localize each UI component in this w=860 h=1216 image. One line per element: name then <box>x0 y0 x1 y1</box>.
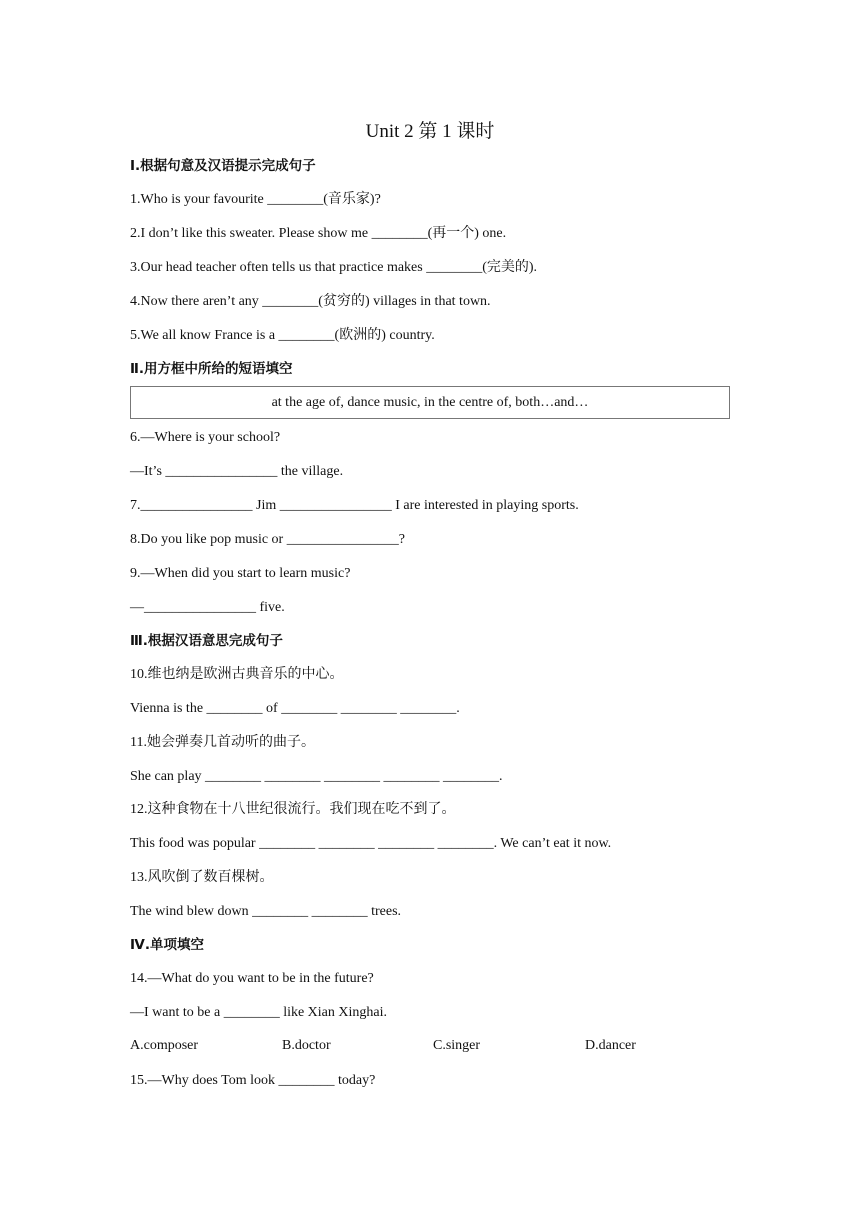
question-13-chinese: 13.风吹倒了数百棵树。 <box>130 870 274 885</box>
question-10-english: Vienna is the ________ of ________ ________ ________. <box>130 701 460 716</box>
question-7: 7.________________ Jim ________________ I are interested in playing sports. <box>130 498 579 513</box>
question-8: 8.Do you like pop music or ________________? <box>130 532 405 547</box>
question-9-prompt: 9.—When did you start to learn music? <box>130 566 351 581</box>
question-13-english: The wind blew down ________ ________ trees. <box>130 904 402 919</box>
question-14-option-c: C.singer <box>433 1038 481 1053</box>
page-title: Unit 2 第 1 课时 <box>365 121 495 142</box>
section-heading-1: Ⅰ.根据句意及汉语提示完成句子 <box>130 158 316 174</box>
phrase-box: at the age of, dance music, in the centre of, both…and… <box>130 386 730 419</box>
question-11-english: She can play ________ ________ ________ ________ ________. <box>130 769 503 784</box>
question-15-prompt: 15.—Why does Tom look ________ today? <box>130 1073 376 1088</box>
question-4: 4.Now there aren’t any ________(贫穷的) villages in that town. <box>130 294 491 309</box>
question-12-english: This food was popular ________ ________ ________ ________. We can’t eat it now. <box>130 836 612 851</box>
section-heading-3: Ⅲ.根据汉语意思完成句子 <box>130 633 283 649</box>
question-6-prompt: 6.—Where is your school? <box>130 430 281 445</box>
question-11-chinese: 11.她会弹奏几首动听的曲子。 <box>130 735 315 750</box>
question-14-prompt: 14.—What do you want to be in the future? <box>130 971 374 986</box>
question-12-chinese: 12.这种食物在十八世纪很流行。我们现在吃不到了。 <box>130 802 456 817</box>
question-14-option-d: D.dancer <box>585 1038 636 1053</box>
question-2: 2.I don’t like this sweater. Please show me ________(再一个) one. <box>130 226 507 241</box>
question-1: 1.Who is your favourite ________(音乐家)? <box>130 192 381 207</box>
question-3: 3.Our head teacher often tells us that practice makes ________(完美的). <box>130 260 538 275</box>
question-14-option-b: B.doctor <box>282 1038 331 1053</box>
question-5: 5.We all know France is a ________(欧洲的) country. <box>130 328 435 343</box>
section-heading-4: Ⅳ.单项填空 <box>130 937 204 953</box>
question-6-answer: —It’s ________________ the village. <box>130 464 344 479</box>
question-10-chinese: 10.维也纳是欧洲古典音乐的中心。 <box>130 667 344 682</box>
question-9-answer: —________________ five. <box>130 600 285 615</box>
question-14-answer: —I want to be a ________ like Xian Xinghai. <box>130 1005 388 1020</box>
section-heading-2: Ⅱ.用方框中所给的短语填空 <box>130 361 293 377</box>
question-14-option-a: A.composer <box>130 1038 199 1053</box>
